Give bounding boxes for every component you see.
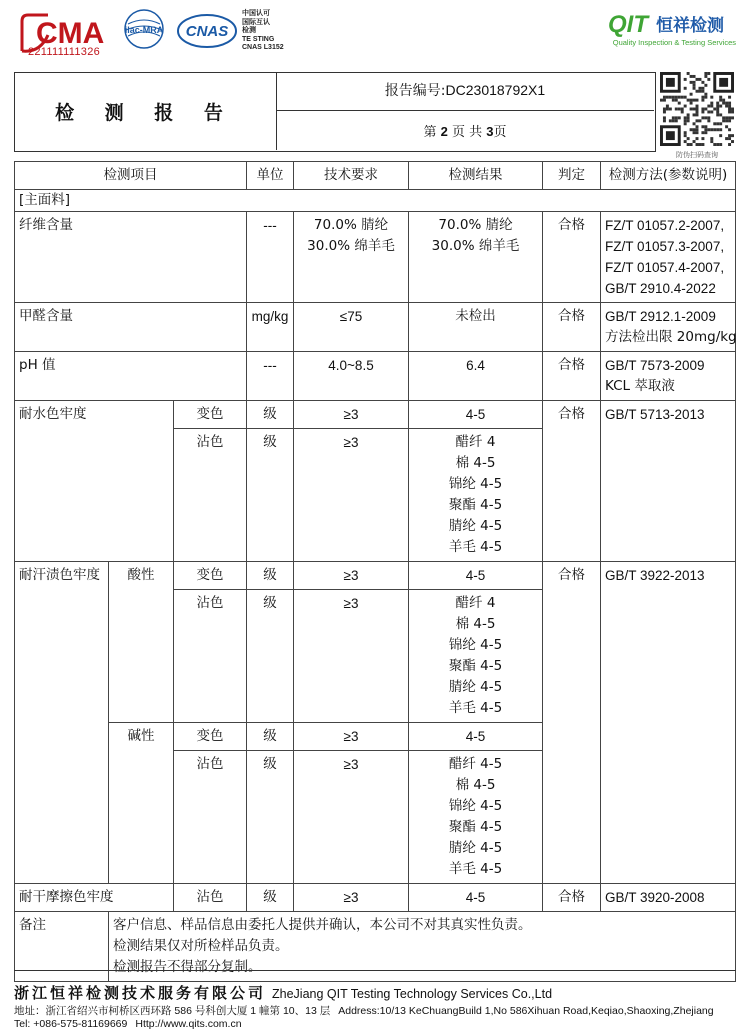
dry-rub-item: 耐干摩擦色牢度 bbox=[15, 884, 174, 912]
acid-change-requirement: ≥3 bbox=[294, 562, 409, 590]
water-item: 耐水色牢度 bbox=[15, 401, 174, 562]
table-row bbox=[15, 212, 736, 303]
qr-caption: 防伪扫码查询 bbox=[676, 151, 718, 159]
cma-logo-text: CMA bbox=[36, 17, 105, 50]
fiber-item: 纤维含量 bbox=[15, 212, 247, 303]
report-number-value: DC23018792X1 bbox=[445, 82, 546, 98]
perspiration-judgement: 合格 bbox=[543, 562, 601, 884]
address-cn: 地址：浙江省绍兴市柯桥区西环路 586 号科创大厦 1 幢第 10、13 层 bbox=[14, 1005, 331, 1017]
formaldehyde-item: 甲醛含量 bbox=[15, 303, 247, 352]
qit-name-text: 恒祥检测 bbox=[656, 16, 724, 36]
cma-number: 221111111326 bbox=[27, 46, 101, 58]
water-stain-unit: 级 bbox=[247, 429, 294, 562]
ph-unit: --- bbox=[247, 352, 294, 401]
acid-change-unit: 级 bbox=[247, 562, 294, 590]
water-change-requirement: ≥3 bbox=[294, 401, 409, 429]
acid-stain-requirement: ≥3 bbox=[294, 590, 409, 723]
address-en: Address:10/13 KeChuangBuild 1,No 586Xihuan Road,Keqiao,Shaoxing,Zhejiang bbox=[338, 1005, 714, 1017]
qr-code[interactable] bbox=[660, 72, 734, 146]
acid-stain-label: 沾色 bbox=[174, 590, 247, 723]
formaldehyde-requirement: ≤75 bbox=[294, 303, 409, 352]
page-current: 2 bbox=[440, 124, 448, 139]
water-judgement: 合格 bbox=[543, 401, 601, 562]
ph-judgement: 合格 bbox=[543, 352, 601, 401]
section-label: [主面料] bbox=[15, 190, 736, 212]
fiber-result: 70.0% 腈纶 30.0% 绵羊毛 bbox=[409, 212, 543, 303]
cnas-logo-text: CNAS bbox=[185, 23, 229, 40]
table-row bbox=[15, 884, 736, 912]
acid-change-label: 变色 bbox=[174, 562, 247, 590]
footer-address bbox=[14, 1003, 736, 1018]
formaldehyde-result: 未检出 bbox=[409, 303, 543, 352]
header-judgement: 判定 bbox=[543, 162, 601, 190]
header-method: 检测方法(参数说明) bbox=[601, 162, 736, 190]
table-row bbox=[15, 303, 736, 352]
fiber-method: FZ/T 01057.2-2007, FZ/T 01057.3-2007, FZ/T 01057.4-2007, GB/T 2910.4-2022 bbox=[601, 212, 736, 303]
notes-label: 备注 bbox=[15, 912, 109, 982]
acid-stain-result: 醋纤 4 棉 4-5 锦纶 4-5 聚酯 4-5 腈纶 4-5 羊毛 4-5 bbox=[409, 590, 543, 723]
report-number-label: 报告编号: bbox=[384, 83, 446, 99]
page-total: 3 bbox=[486, 124, 494, 139]
alkali-stain-unit: 级 bbox=[247, 751, 294, 884]
ph-item: pH 值 bbox=[15, 352, 247, 401]
cnas-accreditation-text: 中国认可 国际互认 检测 TE STING CNAS L3152 bbox=[242, 10, 284, 51]
alkali-change-result: 4-5 bbox=[409, 723, 543, 751]
title-divider bbox=[276, 110, 654, 111]
qit-tagline: Quality Inspection & Testing Services bbox=[612, 38, 736, 47]
header-requirement: 技术要求 bbox=[294, 162, 409, 190]
ph-requirement: 4.0~8.5 bbox=[294, 352, 409, 401]
water-stain-result: 醋纤 4 棉 4-5 锦纶 4-5 聚酯 4-5 腈纶 4-5 羊毛 4-5 bbox=[409, 429, 543, 562]
ilac-mra-logo bbox=[116, 8, 172, 50]
footer-tel: Tel: +086-575-81169669 bbox=[14, 1018, 128, 1030]
perspiration-method: GB/T 3922-2013 bbox=[601, 562, 736, 884]
water-stain-label: 沾色 bbox=[174, 429, 247, 562]
section-row bbox=[15, 190, 736, 212]
table-row bbox=[15, 562, 736, 590]
water-change-label: 变色 bbox=[174, 401, 247, 429]
alkali-change-unit: 级 bbox=[247, 723, 294, 751]
fiber-judgement: 合格 bbox=[543, 212, 601, 303]
alkali-stain-requirement: ≥3 bbox=[294, 751, 409, 884]
company-name-en: ZheJiang QIT Testing Technology Services Co.,Ltd bbox=[272, 987, 553, 1001]
footer-company bbox=[14, 982, 736, 1003]
acid-change-result: 4-5 bbox=[409, 562, 543, 590]
footer-contact bbox=[14, 1018, 736, 1030]
water-change-result: 4-5 bbox=[409, 401, 543, 429]
alkali-stain-label: 沾色 bbox=[174, 751, 247, 884]
dry-rub-judgement: 合格 bbox=[543, 884, 601, 912]
dry-rub-method: GB/T 3920-2008 bbox=[601, 884, 736, 912]
qit-brand-text: QIT bbox=[608, 11, 648, 38]
ph-result: 6.4 bbox=[409, 352, 543, 401]
dry-rub-result: 4-5 bbox=[409, 884, 543, 912]
header-unit: 单位 bbox=[247, 162, 294, 190]
report-title: 检 测 报 告 bbox=[14, 72, 277, 150]
formaldehyde-judgement: 合格 bbox=[543, 303, 601, 352]
footer-divider bbox=[14, 970, 736, 971]
perspiration-alkali-label: 碱性 bbox=[109, 723, 174, 884]
formaldehyde-unit: mg/kg bbox=[247, 303, 294, 352]
table-header-row bbox=[15, 162, 736, 190]
report-number bbox=[276, 80, 654, 100]
qit-logo bbox=[608, 8, 732, 38]
cnas-logo bbox=[176, 12, 238, 50]
perspiration-acid-label: 酸性 bbox=[109, 562, 174, 723]
notes-content: 客户信息、样品信息由委托人提供并确认，本公司不对其真实性负责。 检测结果仅对所检样品负责。 检测报告不得部分复制。 bbox=[109, 912, 736, 982]
fiber-unit: --- bbox=[247, 212, 294, 303]
water-change-unit: 级 bbox=[247, 401, 294, 429]
table-row bbox=[15, 401, 736, 429]
header-result: 检测结果 bbox=[409, 162, 543, 190]
alkali-stain-result: 醋纤 4-5 棉 4-5 锦纶 4-5 聚酯 4-5 腈纶 4-5 羊毛 4-5 bbox=[409, 751, 543, 884]
alkali-change-requirement: ≥3 bbox=[294, 723, 409, 751]
test-results-table bbox=[14, 161, 736, 982]
water-method: GB/T 5713-2013 bbox=[601, 401, 736, 562]
table-row bbox=[15, 352, 736, 401]
page-indicator: 第 2 页 共 3页 bbox=[423, 124, 507, 140]
ilac-logo-text: ilac-MRA bbox=[124, 25, 164, 35]
footer-website: Http://www.qits.com.cn bbox=[135, 1018, 242, 1030]
company-name-cn: 浙江恒祥检测技术服务有限公司 bbox=[14, 984, 267, 1002]
dry-rub-requirement: ≥3 bbox=[294, 884, 409, 912]
dry-rub-unit: 级 bbox=[247, 884, 294, 912]
acid-stain-unit: 级 bbox=[247, 590, 294, 723]
formaldehyde-method: GB/T 2912.1-2009 方法检出限 20mg/kg bbox=[601, 303, 736, 352]
notes-row bbox=[15, 912, 736, 982]
alkali-change-label: 变色 bbox=[174, 723, 247, 751]
header-item: 检测项目 bbox=[15, 162, 247, 190]
ph-method: GB/T 7573-2009 KCL 萃取液 bbox=[601, 352, 736, 401]
perspiration-item: 耐汗渍色牢度 bbox=[15, 562, 109, 884]
fiber-requirement: 70.0% 腈纶 30.0% 绵羊毛 bbox=[294, 212, 409, 303]
dry-rub-stain-label: 沾色 bbox=[174, 884, 247, 912]
water-stain-requirement: ≥3 bbox=[294, 429, 409, 562]
